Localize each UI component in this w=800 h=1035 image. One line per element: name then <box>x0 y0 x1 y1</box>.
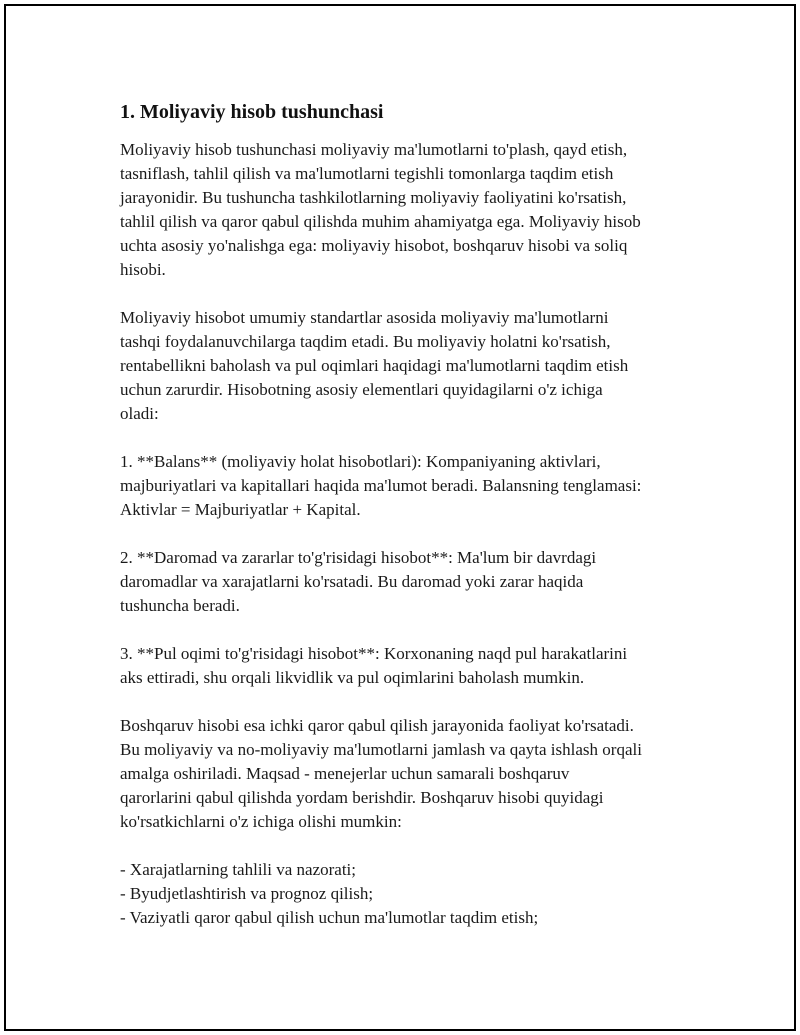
paragraph-management-accounting <box>120 714 700 834</box>
text-line: oladi: <box>120 404 159 423</box>
indicator-list <box>120 858 700 930</box>
document-body <box>120 98 700 930</box>
paragraph-intro <box>120 138 700 282</box>
text-line: qarorlarini qabul qilishda yordam berishdir. Boshqaruv hisobi quyidagi <box>120 788 604 807</box>
text-line: 2. **Daromad va zararlar to'g'risidagi hisobot**: Ma'lum bir davrdagi <box>120 548 597 567</box>
text-line: amalga oshiriladi. Maqsad - menejerlar uchun samarali boshqaruv <box>120 764 570 783</box>
text-line: Boshqaruv hisobi esa ichki qaror qabul qilish jarayonida faoliyat ko'rsatadi. <box>120 716 634 735</box>
text-line: tahlil qilish va qaror qabul qilishda muhim ahamiyatga ega. Moliyaviy hisob <box>120 212 641 231</box>
text-line: majburiyatlari va kapitallari haqida ma'lumot beradi. Balansning tenglamasi: <box>120 476 642 495</box>
text-line: hisobi. <box>120 260 166 279</box>
text-line: uchta asosiy yo'nalishga ega: moliyaviy hisobot, boshqaruv hisobi va soliq <box>120 236 628 255</box>
section-heading: 1. Moliyaviy hisob tushunchasi <box>120 101 384 123</box>
page-frame <box>4 4 796 1031</box>
text-line: aks ettiradi, shu orqali likvidlik va pul oqimlarini baholash mumkin. <box>120 668 585 687</box>
text-line: tashqi foydalanuvchilarga taqdim etadi. Bu moliyaviy holatni ko'rsatish, <box>120 332 611 351</box>
paragraph-financial-reporting <box>120 306 700 426</box>
text-line: Bu moliyaviy va no-moliyaviy ma'lumotlarni jamlash va qayta ishlash orqali <box>120 740 642 759</box>
list-item: - Vaziyatli qaror qabul qilish uchun ma'lumotlar taqdim etish; <box>120 908 539 927</box>
text-line: Moliyaviy hisob tushunchasi moliyaviy ma'lumotlarni to'plash, qayd etish, <box>120 140 628 159</box>
text-line: Aktivlar = Majburiyatlar + Kapital. <box>120 500 361 519</box>
paragraph-income-statement <box>120 546 700 618</box>
list-item: - Byudjetlashtirish va prognoz qilish; <box>120 884 374 903</box>
text-line: jarayonidir. Bu tushuncha tashkilotlarning moliyaviy faoliyatini ko'rsatish, <box>120 188 627 207</box>
paragraph-balance <box>120 450 700 522</box>
paragraph-cash-flow <box>120 642 700 690</box>
text-line: 3. **Pul oqimi to'g'risidagi hisobot**: Korxonaning naqd pul harakatlarini <box>120 644 628 663</box>
text-line: uchun zarurdir. Hisobotning asosiy elementlari quyidagilarni o'z ichiga <box>120 380 603 399</box>
text-line: Moliyaviy hisobot umumiy standartlar asosida moliyaviy ma'lumotlarni <box>120 308 609 327</box>
list-item: - Xarajatlarning tahlili va nazorati; <box>120 860 357 879</box>
text-line: rentabellikni baholash va pul oqimlari haqidagi ma'lumotlarni taqdim etish <box>120 356 629 375</box>
text-line: tasniflash, tahlil qilish va ma'lumotlarni tegishli tomonlarga taqdim etish <box>120 164 614 183</box>
text-line: tushuncha beradi. <box>120 596 240 615</box>
text-line: 1. **Balans** (moliyaviy holat hisobotlari): Kompaniyaning aktivlari, <box>120 452 601 471</box>
text-line: ko'rsatkichlarni o'z ichiga olishi mumkin: <box>120 812 402 831</box>
text-line: daromadlar va xarajatlarni ko'rsatadi. Bu daromad yoki zarar haqida <box>120 572 584 591</box>
